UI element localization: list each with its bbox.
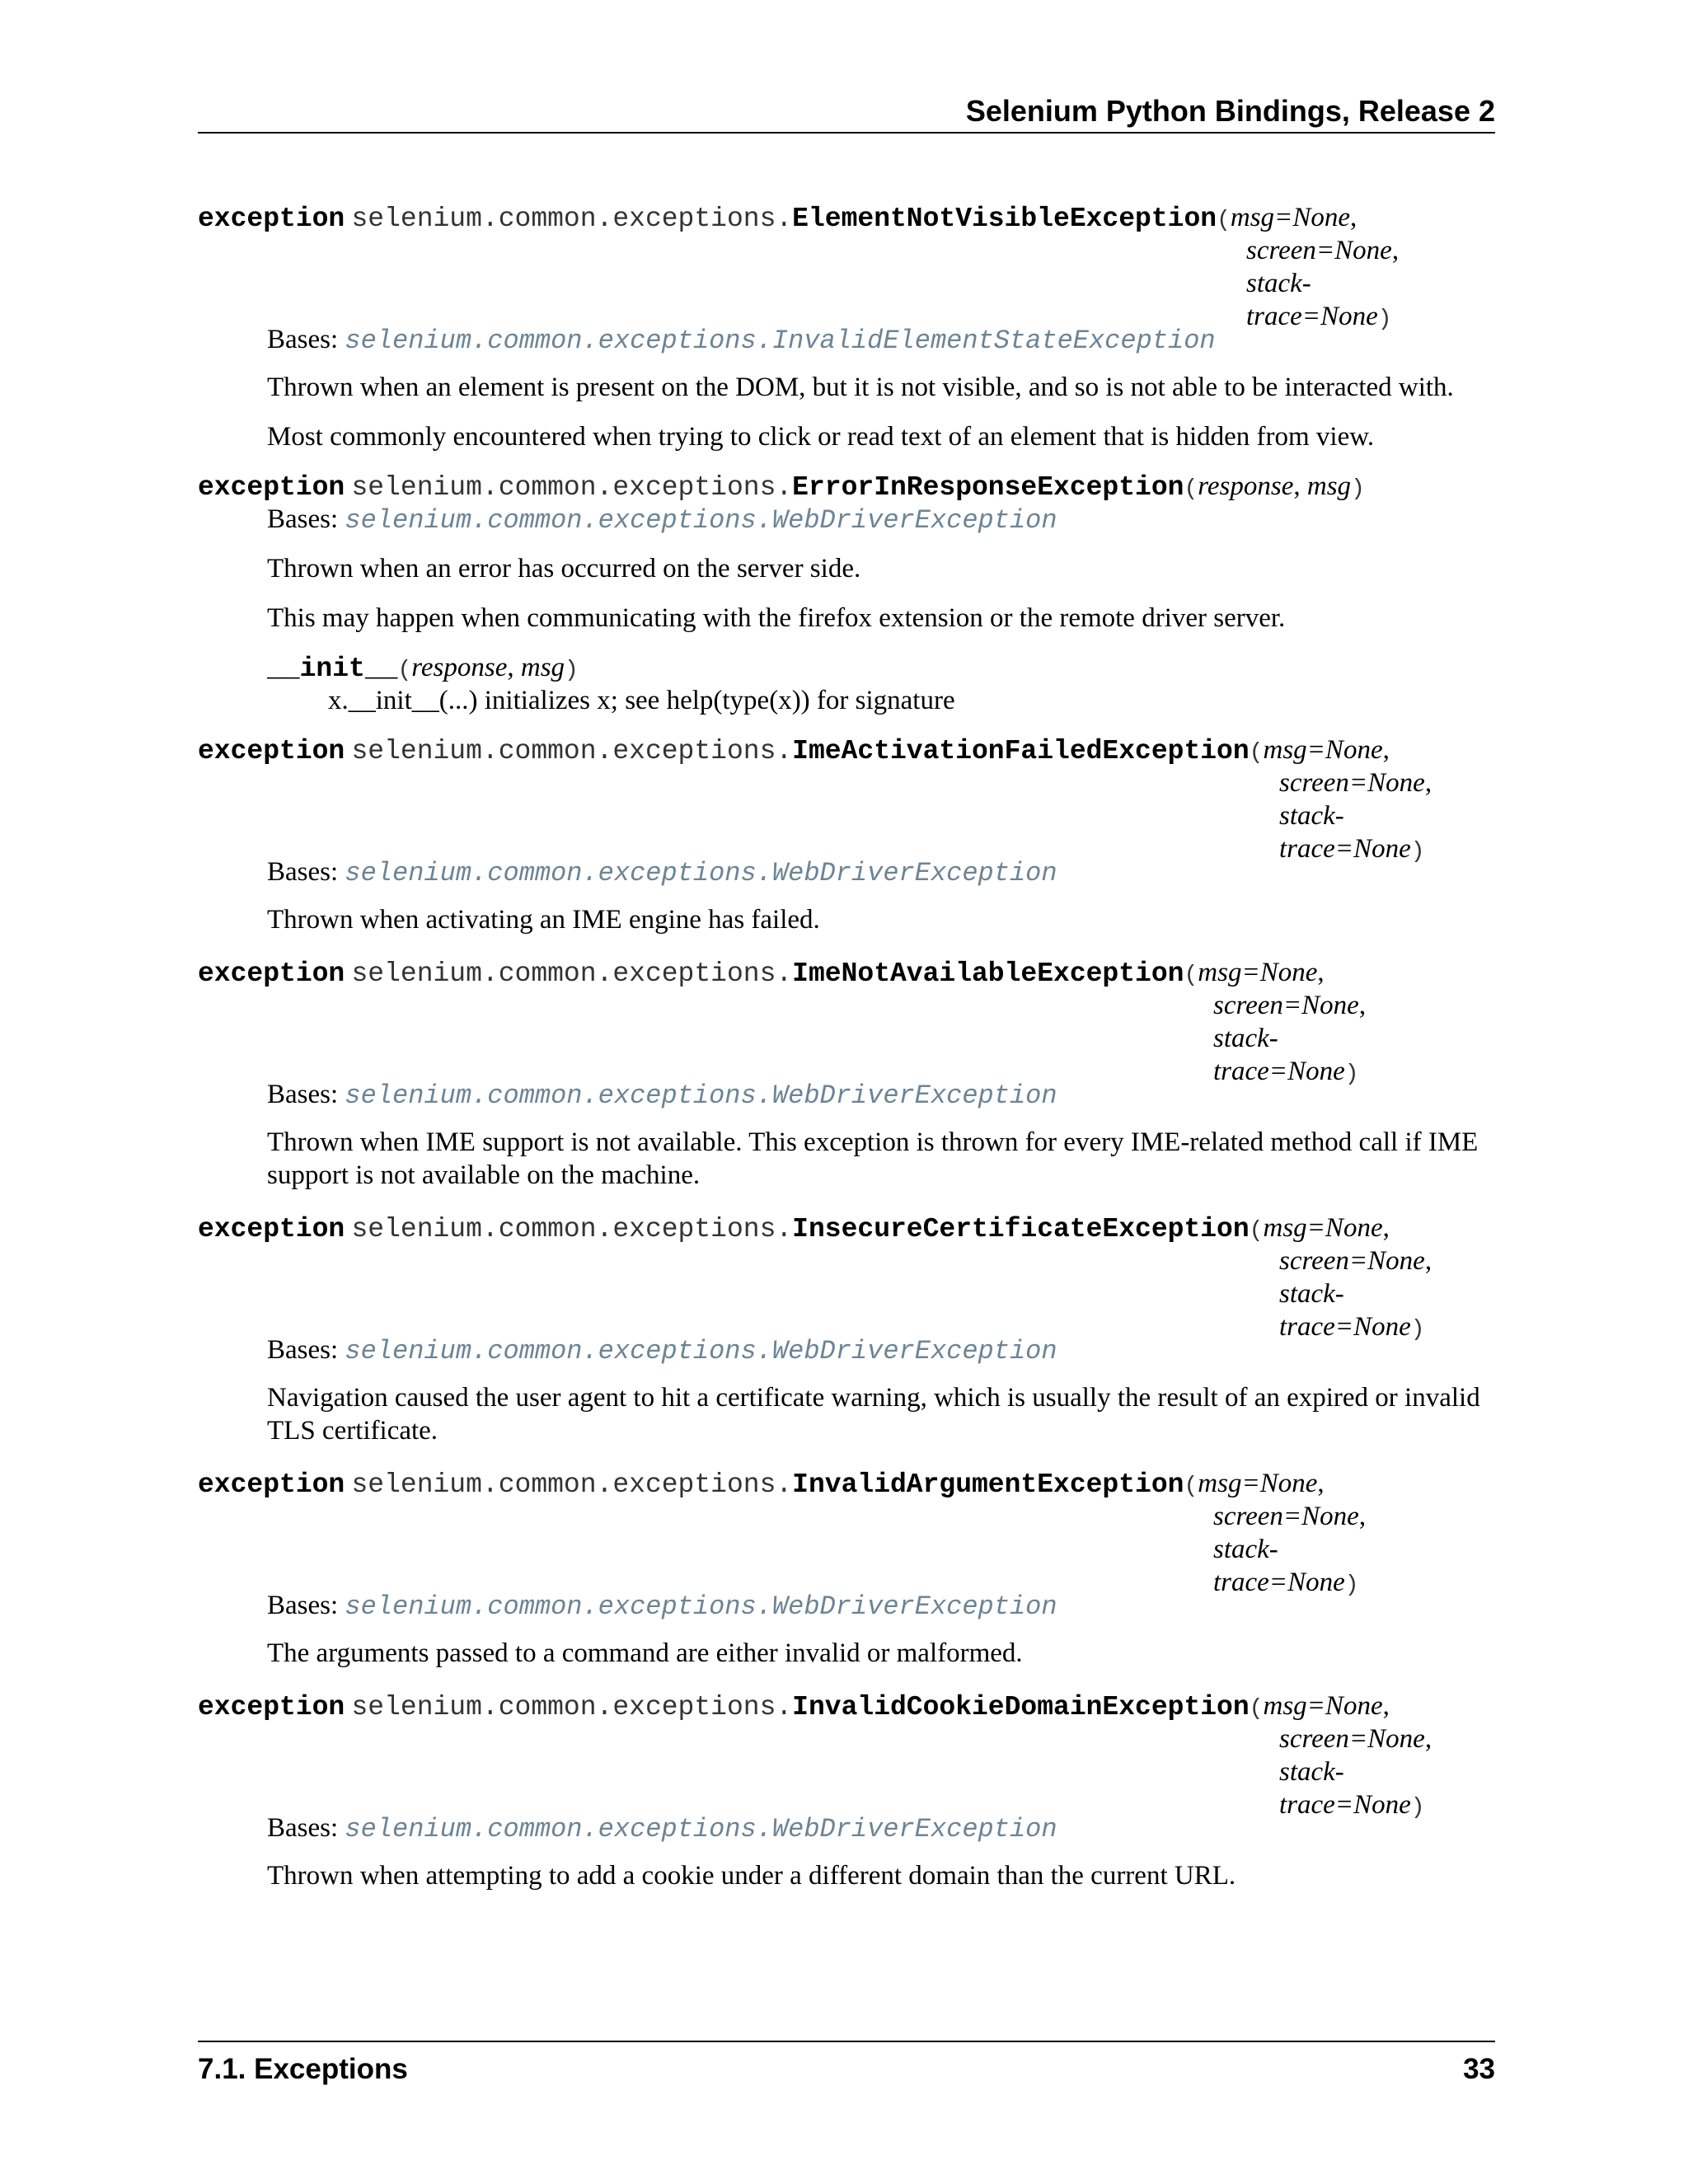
bases-label: Bases: bbox=[267, 325, 339, 354]
method-param-response: response bbox=[411, 653, 508, 682]
class-name: InsecureCertificateException bbox=[792, 1214, 1250, 1244]
signature: exception selenium.common.exceptions.InvalidCookieDomainException(msg=None, bbox=[198, 1691, 1390, 1722]
description-1: Thrown when an element is present on the DOM, but it is not visible, and so is not able to be interacted with. bbox=[267, 373, 1454, 402]
param-screen: screen=None, bbox=[1279, 768, 1432, 798]
description-2: Most commonly encountered when trying to click or read text of an element that is hidden from view. bbox=[267, 422, 1375, 452]
param-stack: stack- bbox=[1246, 269, 1311, 298]
exception-keyword: exception bbox=[198, 1214, 345, 1244]
base-class-link[interactable]: selenium.common.exceptions.WebDriverException bbox=[345, 1814, 1057, 1844]
bases-line bbox=[267, 1811, 1057, 1846]
description-1: Thrown when an error has occurred on the server side. bbox=[267, 554, 861, 583]
base-class-link[interactable]: selenium.common.exceptions.WebDriverException bbox=[345, 1591, 1057, 1622]
exception-entry-ime-activation-failed bbox=[198, 733, 1495, 935]
exception-keyword: exception bbox=[198, 1692, 345, 1722]
exception-entry-invalid-argument bbox=[198, 1467, 1495, 1668]
description-1: The arguments passed to a command are either invalid or malformed. bbox=[267, 1638, 1023, 1668]
module-path: selenium.common.exceptions. bbox=[351, 1214, 793, 1244]
bases-line bbox=[267, 503, 1057, 537]
description-1: Navigation caused the user agent to hit a certificate warning, which is usually the result of an expired or invalid TLS certificate. bbox=[267, 1383, 1480, 1446]
exception-keyword: exception bbox=[198, 736, 345, 766]
base-class-link[interactable]: selenium.common.exceptions.WebDriverException bbox=[345, 858, 1057, 888]
class-name: ErrorInResponseException bbox=[792, 472, 1184, 503]
description-1: Thrown when IME support is not available. This exception is thrown for every IME-related method call if IME support is not available on the machine. bbox=[267, 1127, 1479, 1190]
param-stack: stack- bbox=[1213, 1024, 1278, 1053]
base-class-link[interactable]: selenium.common.exceptions.WebDriverException bbox=[345, 1336, 1057, 1366]
page-header bbox=[198, 91, 1495, 134]
signature: exception selenium.common.exceptions.InsecureCertificateException(msg=None, bbox=[198, 1213, 1390, 1244]
footer-section-title: 7.1. Exceptions bbox=[198, 2053, 408, 2085]
bases-label: Bases: bbox=[267, 857, 339, 887]
signature: exception selenium.common.exceptions.ImeActivationFailedException(msg=None, bbox=[198, 735, 1390, 766]
class-name: ElementNotVisibleException bbox=[792, 204, 1217, 234]
exception-entry-insecure-certificate bbox=[198, 1212, 1495, 1446]
signature: exception selenium.common.exceptions.InvalidArgumentException(msg=None, bbox=[198, 1469, 1325, 1500]
base-class-link[interactable]: selenium.common.exceptions.InvalidElementStateException bbox=[345, 326, 1216, 356]
param-trace: trace=None) bbox=[1213, 1057, 1359, 1087]
param-stack: stack- bbox=[1279, 1757, 1344, 1787]
exception-entry-invalid-cookie-domain bbox=[198, 1690, 1495, 1891]
method-description: x.__init__(...) initializes x; see help(type(x)) for signature bbox=[328, 686, 955, 715]
signature: exception selenium.common.exceptions.ImeNotAvailableException(msg=None, bbox=[198, 958, 1325, 989]
class-name: InvalidCookieDomainException bbox=[792, 1692, 1250, 1722]
bases-line bbox=[267, 1333, 1057, 1368]
param-screen: screen=None, bbox=[1213, 1502, 1367, 1531]
exception-entry-error-in-response bbox=[198, 470, 1495, 715]
param-screen: screen=None, bbox=[1279, 1724, 1432, 1754]
param-msg: msg=None bbox=[1263, 1691, 1383, 1721]
exception-keyword: exception bbox=[198, 472, 345, 503]
bases-label: Bases: bbox=[267, 504, 339, 534]
param-stack: stack- bbox=[1279, 1279, 1344, 1309]
bases-label: Bases: bbox=[267, 1335, 339, 1365]
bases-line bbox=[267, 1589, 1057, 1624]
class-name: ImeNotAvailableException bbox=[792, 958, 1184, 989]
bases-line bbox=[267, 855, 1057, 890]
param-trace: trace=None) bbox=[1213, 1568, 1359, 1598]
param-msg: msg bbox=[1306, 471, 1352, 501]
param-trace: trace=None) bbox=[1279, 1312, 1425, 1343]
method-signature: __init__(response, msg) bbox=[267, 653, 579, 684]
class-name: ImeActivationFailedException bbox=[792, 736, 1250, 766]
method-param-msg: msg bbox=[520, 653, 565, 682]
exception-entry-ime-not-available bbox=[198, 956, 1495, 1190]
bases-label: Bases: bbox=[267, 1080, 339, 1109]
bases-label: Bases: bbox=[267, 1813, 339, 1843]
param-msg: msg=None bbox=[1198, 958, 1318, 987]
param-msg: msg=None bbox=[1198, 1469, 1318, 1498]
param-screen: screen=None, bbox=[1213, 991, 1367, 1020]
bases-line bbox=[267, 323, 1216, 358]
param-trace: trace=None) bbox=[1246, 302, 1392, 332]
param-screen: screen=None, bbox=[1279, 1246, 1432, 1276]
param-stack: stack- bbox=[1279, 801, 1344, 831]
param-trace: trace=None) bbox=[1279, 834, 1425, 865]
bases-label: Bases: bbox=[267, 1591, 339, 1620]
signature: exception selenium.common.exceptions.ErrorInResponseException(response, msg) bbox=[198, 471, 1365, 503]
param-screen: screen=None, bbox=[1246, 236, 1400, 265]
exception-keyword: exception bbox=[198, 204, 345, 234]
module-path: selenium.common.exceptions. bbox=[351, 204, 793, 234]
page-footer bbox=[198, 2041, 1495, 2085]
method-name: __init__ bbox=[267, 654, 398, 684]
module-path: selenium.common.exceptions. bbox=[351, 1469, 793, 1500]
page-number: 33 bbox=[1463, 2053, 1495, 2085]
exception-entry-element-not-visible bbox=[198, 201, 1495, 452]
exception-keyword: exception bbox=[198, 1469, 345, 1500]
signature: exception selenium.common.exceptions.ElementNotVisibleException(msg=None, bbox=[198, 203, 1357, 234]
param-stack: stack- bbox=[1213, 1535, 1278, 1564]
module-path: selenium.common.exceptions. bbox=[351, 736, 793, 766]
description-1: Thrown when attempting to add a cookie under a different domain than the current URL. bbox=[267, 1861, 1236, 1891]
description-2: This may happen when communicating with the firefox extension or the remote driver server. bbox=[267, 603, 1286, 633]
param-msg: msg=None bbox=[1263, 735, 1383, 765]
module-path: selenium.common.exceptions. bbox=[351, 1692, 793, 1722]
param-msg: msg=None bbox=[1230, 203, 1350, 232]
class-name: InvalidArgumentException bbox=[792, 1469, 1184, 1500]
description-1: Thrown when activating an IME engine has failed. bbox=[267, 905, 820, 935]
param-trace: trace=None) bbox=[1279, 1790, 1425, 1821]
header-title: Selenium Python Bindings, Release 2 bbox=[965, 94, 1495, 128]
module-path: selenium.common.exceptions. bbox=[351, 958, 793, 989]
bases-line bbox=[267, 1078, 1057, 1113]
base-class-link[interactable]: selenium.common.exceptions.WebDriverException bbox=[345, 505, 1057, 536]
exception-keyword: exception bbox=[198, 958, 345, 989]
base-class-link[interactable]: selenium.common.exceptions.WebDriverException bbox=[345, 1080, 1057, 1111]
param-response: response bbox=[1198, 471, 1294, 501]
module-path: selenium.common.exceptions. bbox=[351, 472, 793, 503]
param-msg: msg=None bbox=[1263, 1213, 1383, 1243]
